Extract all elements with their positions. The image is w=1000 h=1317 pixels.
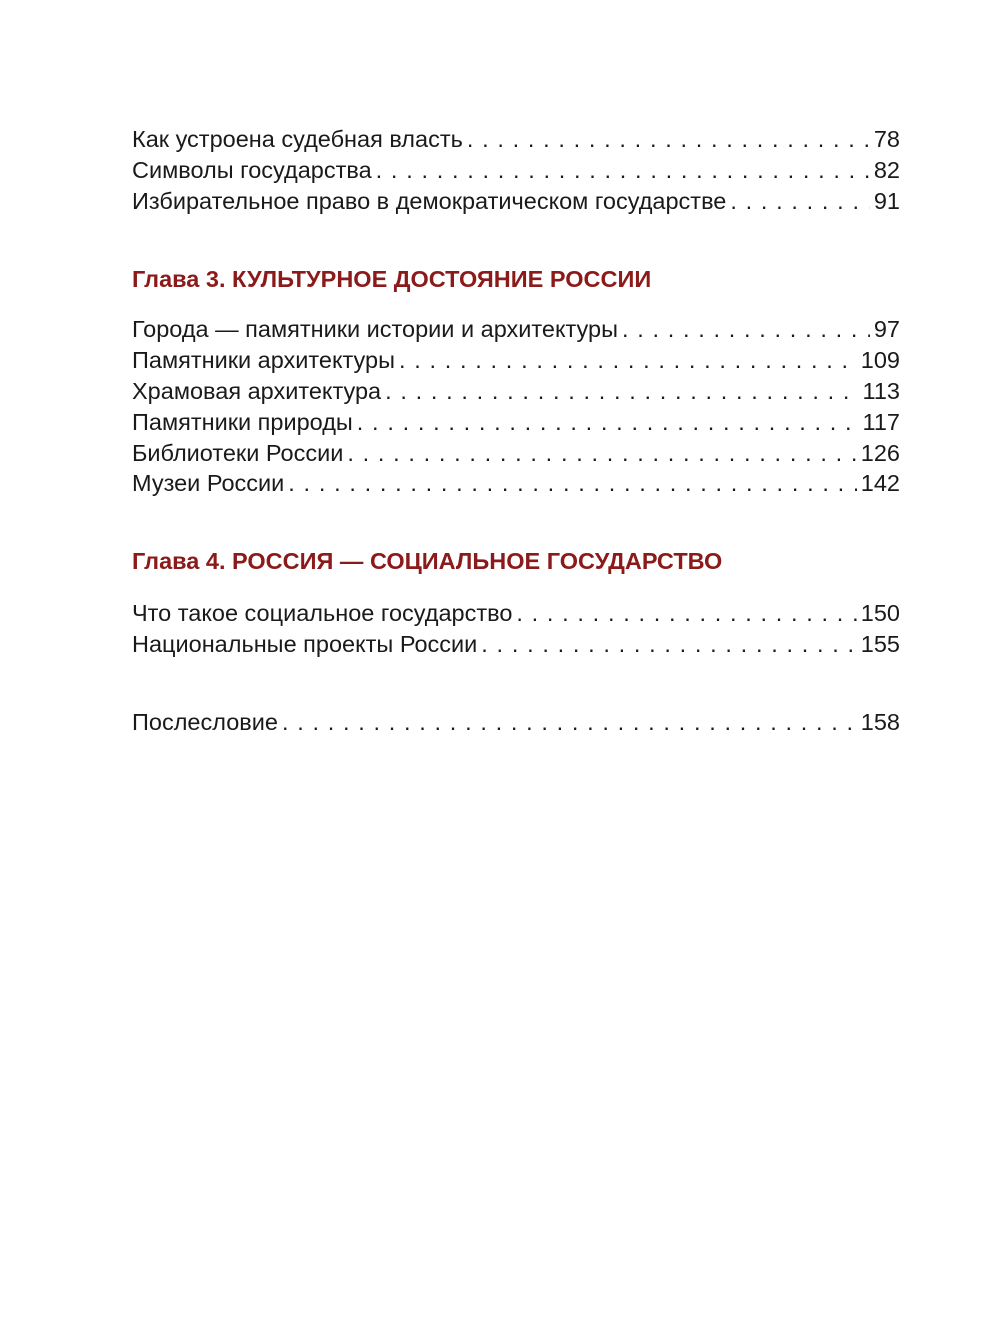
dot-leader <box>467 124 870 155</box>
toc-entry-page: 78 <box>873 126 900 152</box>
toc-entry-title: Города — памятники истории и архитектуры <box>132 316 618 343</box>
toc-entry-title: Что такое социальное государство <box>132 600 513 627</box>
toc-group-afterword <box>132 707 900 738</box>
toc-entry-page: 97 <box>873 316 900 343</box>
toc-entry[interactable] <box>132 345 900 376</box>
toc-entry[interactable] <box>132 629 900 660</box>
toc-entry-page: 158 <box>860 708 900 735</box>
toc-entry[interactable] <box>132 468 900 499</box>
toc-entry-title: Храмовая архитектура <box>132 377 382 404</box>
toc-entry-page: 82 <box>873 156 900 183</box>
toc-entry-page: 109 <box>860 347 900 374</box>
toc-entry-page: 91 <box>873 187 900 214</box>
dot-leader <box>376 155 870 186</box>
dot-leader <box>385 376 858 407</box>
toc-entry-page: 150 <box>860 600 900 627</box>
toc-entry-title: Памятники архитектуры <box>132 347 395 374</box>
toc-entry-title: Памятники природы <box>132 408 353 435</box>
dot-leader <box>288 468 856 499</box>
toc-entry[interactable] <box>132 314 900 345</box>
toc-entry[interactable] <box>132 186 900 217</box>
dot-leader <box>347 438 856 469</box>
dot-leader <box>622 314 870 345</box>
toc-entry-page: 126 <box>860 439 900 466</box>
toc-entry-page: 142 <box>860 470 900 497</box>
toc-entry-title: Национальные проекты России <box>132 630 478 657</box>
chapter-3-heading[interactable]: Глава 3. КУЛЬТУРНОЕ ДОСТОЯНИЕ РОССИИ <box>132 266 652 293</box>
toc-group-chapter3 <box>132 314 900 499</box>
toc-entry-page: 117 <box>862 408 900 435</box>
toc-entry-title: Символы государства <box>132 156 372 183</box>
toc-entry[interactable] <box>132 407 900 438</box>
toc-entry[interactable] <box>132 124 900 155</box>
dot-leader <box>516 598 856 629</box>
toc-entry-title: Послесловие <box>132 708 278 735</box>
table-of-contents <box>132 124 900 738</box>
toc-entry[interactable] <box>132 598 900 629</box>
dot-leader <box>730 186 869 217</box>
toc-entry[interactable] <box>132 438 900 469</box>
toc-entry-title: Как устроена судебная власть <box>132 126 463 152</box>
toc-entry[interactable] <box>132 707 900 738</box>
toc-entry[interactable] <box>132 155 900 186</box>
dot-leader <box>481 629 856 660</box>
toc-entry[interactable] <box>132 376 900 407</box>
toc-entry-title: Избирательное право в демократическом государстве <box>132 187 727 214</box>
dot-leader <box>357 407 859 438</box>
toc-group-chapter4 <box>132 598 900 660</box>
toc-entry-page: 113 <box>862 377 900 404</box>
toc-group-chapter2-tail <box>132 124 900 216</box>
dot-leader <box>399 345 857 376</box>
toc-entry-title: Музеи России <box>132 470 285 497</box>
chapter-4-heading[interactable]: Глава 4. РОССИЯ — СОЦИАЛЬНОЕ ГОСУДАРСТВО <box>132 548 723 575</box>
toc-entry-page: 155 <box>860 630 900 657</box>
toc-entry-title: Библиотеки России <box>132 439 344 466</box>
dot-leader <box>282 707 857 738</box>
